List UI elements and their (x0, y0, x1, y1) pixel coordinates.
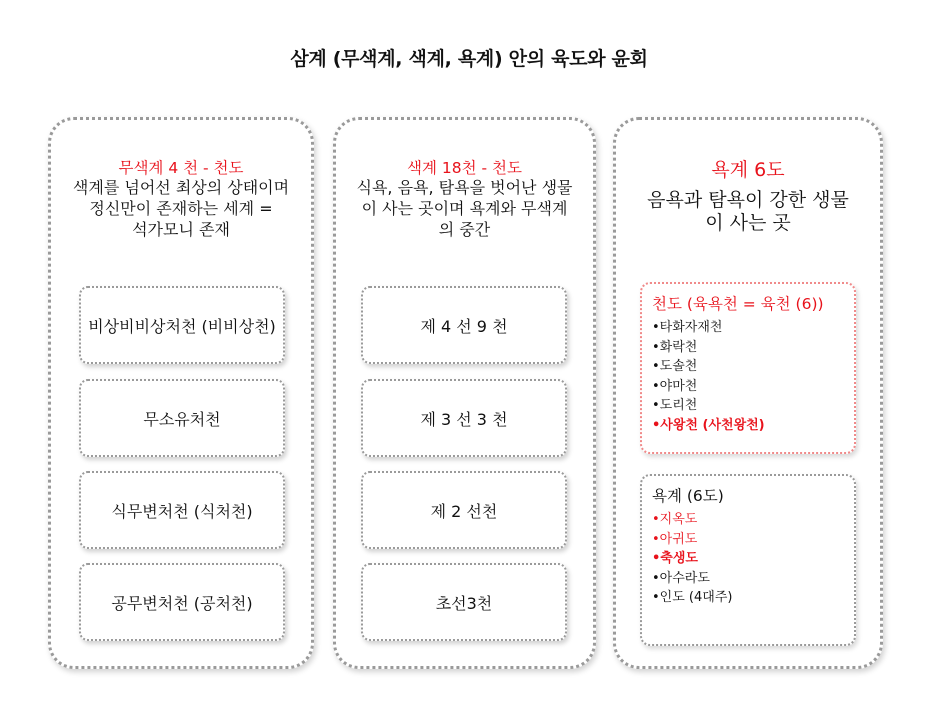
desire-realm-desc-2: 이 사는 곳 (705, 212, 791, 235)
form-realm-desc-1: 식욕, 음욕, 탐욕을 벗어난 생물 (356, 178, 573, 198)
desire-realm-heading: 욕계 6도 (711, 159, 785, 181)
form-heaven-box-2: 제 3 선 3 천 (361, 379, 567, 457)
six-paths-item: •아수라도 (652, 570, 710, 586)
formless-realm-desc-3: 석가모니 존재 (132, 219, 230, 239)
heavenly-path-box (640, 282, 856, 454)
six-paths-item: •축생도 (652, 551, 698, 566)
six-paths-item: •인도 (4대주) (652, 590, 733, 605)
heavenly-path-item: •화락천 (652, 339, 698, 355)
heavenly-path-item: •도리천 (652, 398, 698, 413)
form-heaven-box-1: 제 4 선 9 천 (361, 286, 567, 364)
formless-realm-desc-2: 정신만이 존재하는 세계 = (89, 198, 273, 218)
heavenly-path-item: •사왕천 (사천왕천) (652, 417, 765, 433)
formless-heaven-box-4: 공무변처천 (공처천) (79, 563, 285, 641)
form-realm-heading: 색계 18천 - 천도 (407, 159, 522, 177)
desire-realm-header (616, 158, 880, 236)
six-paths-title: 욕계 (6도) (652, 487, 724, 505)
form-heaven-box-3: 제 2 선천 (361, 471, 567, 549)
six-paths-item: •아귀도 (652, 531, 698, 547)
form-heaven-box-4: 초선3천 (361, 563, 567, 641)
heavenly-path-title: 천도 (육욕천 = 육천 (6)) (652, 295, 824, 313)
six-paths-list (652, 510, 844, 608)
form-realm-desc-3: 의 중간 (438, 219, 491, 239)
formless-realm-column (48, 117, 314, 669)
heavenly-path-item: •도솔천 (652, 359, 698, 374)
desire-realm-column (613, 117, 883, 669)
formless-realm-desc-1: 색계를 넘어선 최상의 상태이며 (72, 178, 290, 198)
formless-heaven-box-3: 식무변처천 (식처천) (79, 471, 285, 549)
formless-realm-header (51, 158, 311, 241)
diagram-title: 삼계 (무색계, 색계, 욕계) 안의 육도와 윤회 (290, 48, 648, 70)
six-paths-item: •지옥도 (652, 512, 698, 527)
heavenly-path-item: •타화자재천 (652, 320, 723, 335)
formless-heaven-box-2: 무소유처천 (79, 379, 285, 457)
formless-heaven-box-1: 비상비비상처천 (비비상천) (79, 286, 285, 364)
form-realm-header (336, 158, 593, 241)
heavenly-path-item: •야마천 (652, 378, 698, 394)
six-paths-box (640, 474, 856, 646)
heavenly-path-list (652, 318, 844, 435)
formless-realm-heading: 무색계 4 천 - 천도 (118, 159, 244, 177)
desire-realm-desc-1: 음욕과 탐욕이 강한 생물 (647, 188, 849, 211)
form-realm-column (333, 117, 596, 669)
form-realm-desc-2: 이 사는 곳이며 욕계와 무색계 (361, 198, 568, 218)
